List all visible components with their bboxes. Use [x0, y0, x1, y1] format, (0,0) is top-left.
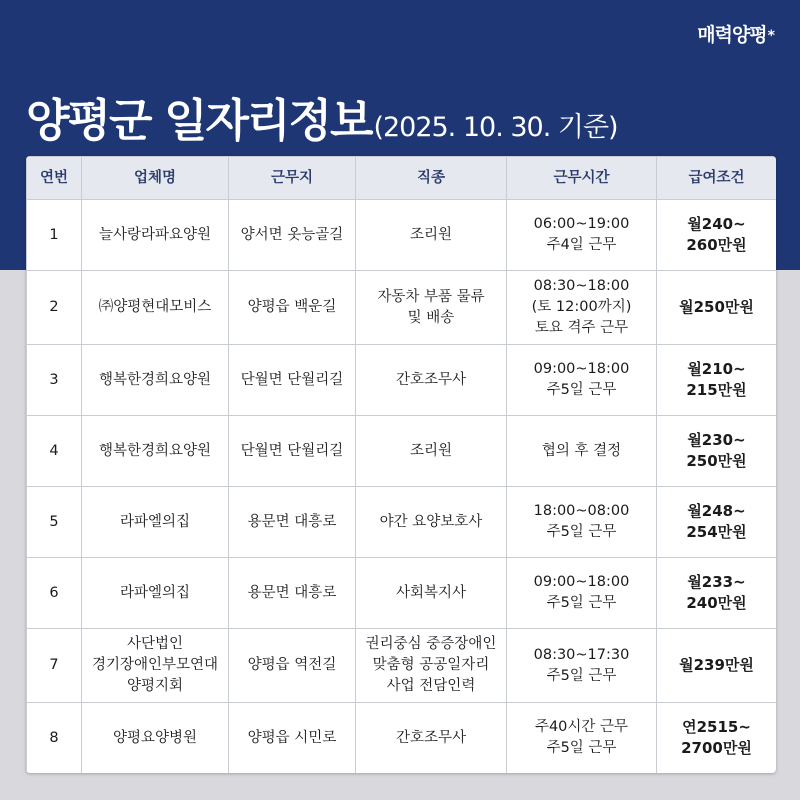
cell-job-line: 및 배송	[407, 309, 455, 326]
cell-pay-line: 260만원	[686, 236, 747, 254]
cell-pay-line: 215만원	[686, 381, 747, 399]
cell-pay	[657, 416, 777, 487]
cell-location	[229, 487, 356, 558]
job-table	[26, 156, 776, 773]
brand-logo-text: 매력양평	[697, 24, 767, 46]
cell-location	[229, 629, 356, 703]
cell-company-line: ㈜양평현대모비스	[98, 299, 212, 315]
cell-no: 8	[27, 703, 82, 774]
cell-pay-line: 월233~	[687, 573, 746, 591]
cell-pay-line: 240만원	[686, 594, 747, 612]
column-header-no: 연번	[27, 157, 82, 200]
cell-job	[356, 487, 507, 558]
cell-pay-line: 연2515~	[682, 718, 751, 736]
cell-pay	[657, 558, 777, 629]
cell-hours-line: 06:00~19:00	[533, 216, 630, 232]
cell-pay	[657, 487, 777, 558]
cell-job	[356, 200, 507, 271]
cell-hours	[507, 703, 657, 774]
cell-company-line: 늘사랑라파요양원	[98, 226, 212, 243]
table-row	[27, 200, 777, 271]
cell-hours	[507, 558, 657, 629]
cell-pay-line: 254만원	[686, 523, 747, 541]
column-header-pay: 급여조건	[657, 157, 777, 200]
cell-hours-line: 08:30~17:30	[533, 646, 630, 663]
column-header-job: 직종	[356, 157, 507, 200]
cell-pay-line: 월239만원	[679, 656, 754, 674]
cell-location-line: 양평읍 백운길	[247, 299, 337, 315]
cell-location-line: 양평읍 시민로	[247, 729, 337, 746]
table-row	[27, 629, 777, 703]
cell-job-line: 야간 요양보호사	[379, 513, 483, 530]
cell-location	[229, 200, 356, 271]
cell-hours	[507, 345, 657, 416]
cell-no: 6	[27, 558, 82, 629]
cell-company	[82, 345, 229, 416]
cell-location	[229, 271, 356, 345]
cell-hours	[507, 416, 657, 487]
cell-hours-line: 주40시간 근무	[534, 719, 629, 735]
cell-company-line: 라파엘의집	[119, 584, 191, 601]
cell-pay-line: 월250만원	[679, 298, 754, 316]
cell-hours-line: 09:00~18:00	[533, 361, 630, 377]
cell-hours	[507, 487, 657, 558]
cell-job-line: 조리원	[409, 442, 453, 459]
cell-hours-line: 토요 격주 근무	[534, 320, 629, 336]
cell-hours-line: (토 12:00까지)	[531, 299, 632, 315]
column-header-hours: 근무시간	[507, 157, 657, 200]
table-row	[27, 558, 777, 629]
cell-no: 5	[27, 487, 82, 558]
column-header-location: 근무지	[229, 157, 356, 200]
cell-hours	[507, 200, 657, 271]
cell-pay	[657, 345, 777, 416]
cell-job-line: 맞춤형 공공일자리	[372, 657, 490, 673]
cell-location	[229, 345, 356, 416]
table-row	[27, 487, 777, 558]
cell-job-line: 간호조무사	[395, 371, 467, 388]
cell-company-line: 양평지회	[126, 678, 184, 694]
cell-no: 1	[27, 200, 82, 271]
cell-pay	[657, 200, 777, 271]
cell-job	[356, 629, 507, 703]
cell-company	[82, 416, 229, 487]
cell-pay-line: 2700만원	[681, 739, 752, 757]
cell-pay	[657, 703, 777, 774]
cell-no: 3	[27, 345, 82, 416]
cell-company-line: 라파엘의집	[119, 513, 191, 530]
cell-job-line: 권리중심 중증장애인	[365, 636, 497, 652]
cell-company	[82, 629, 229, 703]
cell-job-line: 자동차 부품 물류	[377, 288, 485, 305]
table-row	[27, 271, 777, 345]
cell-hours-line: 협의 후 결정	[541, 442, 622, 459]
cell-location-line: 양서면 옷능골길	[240, 226, 344, 243]
cell-no: 2	[27, 271, 82, 345]
cell-job-line: 사회복지사	[395, 584, 467, 601]
cell-company-line: 행복한경희요양원	[98, 371, 212, 388]
cell-hours-line: 주5일 근무	[546, 595, 617, 611]
cell-no: 4	[27, 416, 82, 487]
title-date: (2025. 10. 30. 기준)	[373, 112, 618, 143]
cell-job	[356, 416, 507, 487]
cell-hours-line: 08:30~18:00	[533, 278, 630, 294]
title-main: 양평군 일자리정보	[26, 94, 372, 147]
cell-company	[82, 703, 229, 774]
cell-hours	[507, 271, 657, 345]
cell-job	[356, 558, 507, 629]
cell-job-line: 조리원	[409, 226, 453, 243]
cell-hours-line: 주5일 근무	[546, 740, 617, 756]
cell-company-line: 행복한경희요양원	[98, 442, 212, 459]
table-header-row	[27, 157, 777, 200]
cell-pay-line: 월230~	[687, 431, 746, 449]
table-row	[27, 703, 777, 774]
cell-job-line: 사업 전담인력	[386, 678, 476, 694]
cell-company	[82, 558, 229, 629]
cell-hours-line: 18:00~08:00	[533, 503, 630, 519]
cell-pay	[657, 271, 777, 345]
cell-hours-line: 주4일 근무	[546, 237, 617, 253]
cell-pay-line: 월248~	[687, 502, 746, 520]
cell-job	[356, 345, 507, 416]
table-row	[27, 416, 777, 487]
cell-hours-line: 주5일 근무	[546, 667, 617, 684]
cell-pay-line: 월210~	[687, 360, 746, 378]
cell-company-line: 경기장애인부모연대	[91, 657, 219, 673]
cell-hours-line: 09:00~18:00	[533, 574, 630, 590]
cell-pay-line: 월240~	[687, 215, 746, 233]
cell-company	[82, 271, 229, 345]
cell-location-line: 용문면 대흥로	[247, 513, 337, 530]
cell-company-line: 양평요양병원	[112, 729, 198, 746]
cell-location	[229, 703, 356, 774]
table-row	[27, 345, 777, 416]
cell-hours-line: 주5일 근무	[546, 382, 617, 398]
cell-company-line: 사단법인	[126, 636, 184, 652]
star-icon: *	[767, 28, 774, 44]
column-header-company: 업체명	[82, 157, 229, 200]
job-table-container	[26, 156, 776, 773]
cell-location-line: 단월면 단월리길	[240, 442, 344, 459]
brand-logo	[697, 20, 774, 47]
cell-location-line: 단월면 단월리길	[240, 371, 344, 388]
cell-pay-line: 250만원	[686, 452, 747, 470]
page-title	[26, 84, 786, 147]
table-body	[27, 200, 777, 774]
cell-location-line: 양평읍 역전길	[247, 657, 337, 673]
cell-pay	[657, 629, 777, 703]
cell-no: 7	[27, 629, 82, 703]
cell-location	[229, 416, 356, 487]
cell-hours-line: 주5일 근무	[546, 524, 617, 540]
cell-company	[82, 200, 229, 271]
cell-location	[229, 558, 356, 629]
cell-job	[356, 271, 507, 345]
cell-job-line: 간호조무사	[395, 729, 467, 746]
cell-job	[356, 703, 507, 774]
cell-hours	[507, 629, 657, 703]
cell-company	[82, 487, 229, 558]
cell-location-line: 용문면 대흥로	[247, 584, 337, 601]
